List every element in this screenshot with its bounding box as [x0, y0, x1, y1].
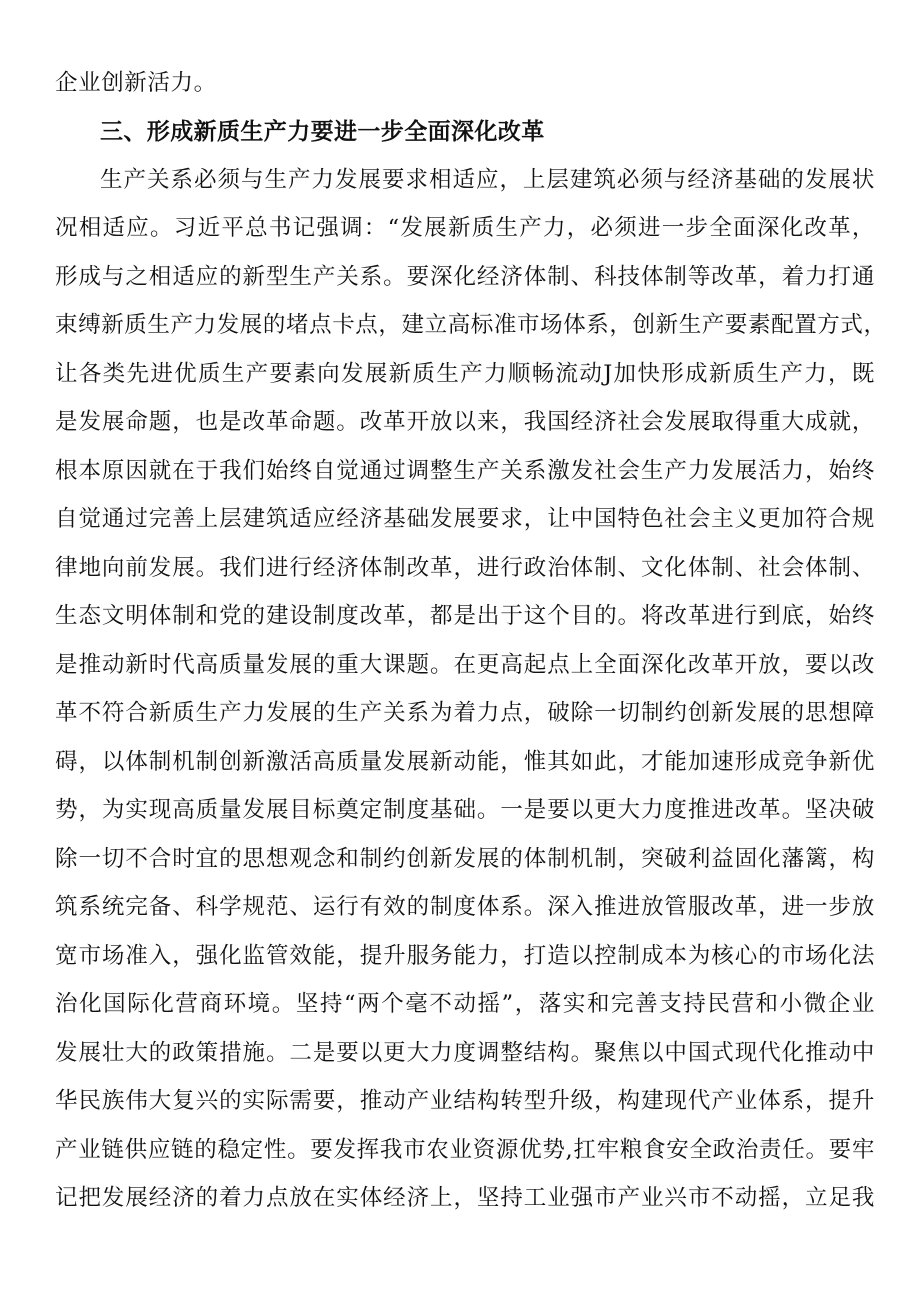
previous-paragraph-tail: 企业创新活力。 — [55, 70, 217, 96]
paragraph-line: 况相适应。习近平总书记强调：“发展新质生产力，必须进一步全面深化改革， — [55, 215, 875, 241]
paragraph-line: 让各类先进优质生产要素向发展新质生产力顺畅流动J加快形成新质生产力，既 — [55, 361, 875, 387]
paragraph-line: 是推动新时代高质量发展的重大课题。在更高起点上全面深化改革开放，要以改 — [55, 652, 875, 678]
paragraph-line: 革不符合新质生产力发展的生产关系为着力点，破除一切制约创新发展的思想障 — [55, 700, 875, 726]
paragraph-line: 产业链供应链的稳定性。要发挥我市农业资源优势,扛牢粮食安全政治责任。要牢 — [55, 1137, 875, 1163]
paragraph-line: 律地向前发展。我们进行经济体制改革，进行政治体制、文化体制、社会体制、 — [55, 555, 875, 581]
paragraph-line: 碍，以体制机制创新激活高质量发展新动能，惟其如此，才能加速形成竞争新优 — [55, 749, 875, 775]
section-heading: 三、形成新质生产力要进一步全面深化改革 — [100, 119, 545, 145]
paragraph-line: 自觉通过完善上层建筑适应经济基础发展要求，让中国特色社会主义更加符合规 — [55, 506, 875, 532]
paragraph-line: 筑系统完备、科学规范、运行有效的制度体系。深入推进放管服改革，进一步放 — [55, 894, 875, 920]
paragraph-line: 形成与之相适应的新型生产关系。要深化经济体制、科技体制等改革，着力打通 — [55, 264, 875, 290]
paragraph-line: 束缚新质生产力发展的堵点卡点，建立高标准市场体系，创新生产要素配置方式， — [55, 312, 887, 338]
paragraph-line: 记把发展经济的着力点放在实体经济上，坚持工业强市产业兴市不动摇，立足我 — [55, 1185, 875, 1211]
paragraph-line: 华民族伟大复兴的实际需要，推动产业结构转型升级，构建现代产业体系，提升 — [55, 1088, 875, 1114]
paragraph-line: 生态文明体制和党的建设制度改革，都是出于这个目的。将改革进行到底，始终 — [55, 603, 875, 629]
paragraph-line: 发展壮大的政策措施。二是要以更大力度调整结构。聚焦以中国式现代化推动中 — [55, 1040, 875, 1066]
paragraph-line: 势，为实现高质量发展目标奠定制度基础。一是要以更大力度推进改革。坚决破 — [55, 797, 875, 823]
paragraph-line: 是发展命题，也是改革命题。改革开放以来，我国经济社会发展取得重大成就， — [55, 409, 875, 435]
paragraph-line: 治化国际化营商环境。坚持“两个毫不动摇”，落实和完善支持民营和小微企业 — [55, 991, 875, 1017]
paragraph-line: 生产关系必须与生产力发展要求相适应，上层建筑必须与经济基础的发展状 — [100, 167, 875, 193]
paragraph-line: 根本原因就在于我们始终自觉通过调整生产关系激发社会生产力发展活力，始终 — [55, 458, 875, 484]
paragraph-line: 除一切不合时宜的思想观念和制约创新发展的体制机制，突破利益固化藩篱，构 — [55, 846, 875, 872]
paragraph-line: 宽市场准入，强化监管效能，提升服务能力，打造以控制成本为核心的市场化法 — [55, 943, 875, 969]
